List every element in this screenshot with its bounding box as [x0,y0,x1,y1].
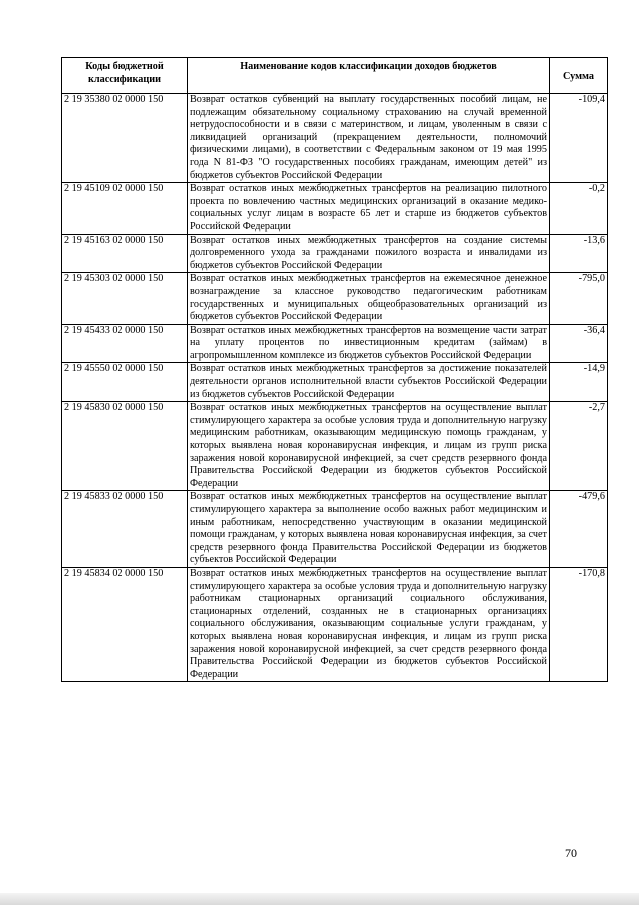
row-sum: -109,4 [550,94,608,183]
table-row [62,402,608,491]
row-name: Возврат остатков иных межбюджетных трансфертов на осуществление выплат стимулирующего характера за особые условия труда и дополнительную нагрузку медицинским работникам, оказывающим медицинскую помощь гражданам, у которых выявлена новая коронавирусная инфекция, и лицам из групп риска заражения новой коронавирусной инфекцией, за счет средств резервного фонда Правительства Российской Федерации из бюджетов субъектов Российской Федерации [188,402,550,491]
row-name: Возврат остатков иных межбюджетных трансфертов на осуществление выплат стимулирующего характера за особые условия труда и дополнительную нагрузку работникам стационарных организаций социального обслуживания, стационарных отделений, созданных не в стационарных организациях социального обслуживания, оказывающим социальные услуги гражданам, у которых выявлена новая коронавирусная инфекция, и лицам из групп риска заражения новой коронавирусной инфекцией, за счет средств резервного фонда Правительства Российской Федерации из бюджетов субъектов Российской Федерации [188,567,550,681]
table-row [62,183,608,234]
budget-classification-table [61,57,608,682]
row-sum: -0,2 [550,183,608,234]
row-name: Возврат остатков иных межбюджетных трансфертов на реализацию пилотного проекта по вовлечению частных медицинских организаций в оказание медико-социальных услуг лицам в возрасте 65 лет и старше из бюджетов субъектов Российской Федерации [188,183,550,234]
row-name: Возврат остатков иных межбюджетных трансфертов на осуществление выплат стимулирующего характера за выполнение особо важных работ медицинским и иным работникам, непосредственно участвующим в оказании медицинской помощи гражданам, у которых выявлена новая коронавирусная инфекция, за счет средств резервного фонда Правительства Российской Федерации из бюджетов субъектов Российской Федерации [188,491,550,568]
row-code: 2 19 45833 02 0000 150 [62,491,188,568]
row-sum: -795,0 [550,273,608,324]
row-name: Возврат остатков иных межбюджетных трансфертов за достижение показателей деятельности органов исполнительной власти субъектов Российской Федерации из бюджетов субъектов Российской Федерации [188,363,550,402]
row-code: 2 19 45109 02 0000 150 [62,183,188,234]
row-name: Возврат остатков субвенций на выплату государственных пособий лицам, не подлежащим обязательному социальному страхованию на случай временной нетрудоспособности и в связи с материнством, и лицам, уволенным в связи с ликвидацией организаций (прекращением деятельности, полномочий физическими лицами), в соответствии с Федеральным законом от 19 мая 1995 года N 81-ФЗ "О государственных пособиях гражданам, имеющим детей" из бюджетов субъектов Российской Федерации [188,94,550,183]
row-name: Возврат остатков иных межбюджетных трансфертов на возмещение части затрат на уплату процентов по инвестиционным кредитам (займам) в агропромышленном комплексе из бюджетов субъектов Российской Федерации [188,324,550,363]
table-row [62,273,608,324]
row-code: 2 19 45163 02 0000 150 [62,234,188,273]
row-code: 2 19 45834 02 0000 150 [62,567,188,681]
table-row [62,567,608,681]
table-row [62,363,608,402]
row-code: 2 19 35380 02 0000 150 [62,94,188,183]
row-sum: -479,6 [550,491,608,568]
row-sum: -13,6 [550,234,608,273]
row-code: 2 19 45433 02 0000 150 [62,324,188,363]
table-row [62,94,608,183]
table-row [62,234,608,273]
header-sum: Сумма [550,58,608,94]
row-sum: -2,7 [550,402,608,491]
row-code: 2 19 45550 02 0000 150 [62,363,188,402]
row-name: Возврат остатков иных межбюджетных трансфертов на ежемесячное денежное вознаграждение за классное руководство педагогическим работникам государственных и муниципальных общеобразовательных организаций из бюджетов субъектов Российской Федерации [188,273,550,324]
row-name: Возврат остатков иных межбюджетных трансфертов на создание системы долговременного ухода за гражданами пожилого возраста и инвалидами из бюджетов субъектов Российской Федерации [188,234,550,273]
row-sum: -170,8 [550,567,608,681]
header-code: Коды бюджетной классификации [62,58,188,94]
row-sum: -36,4 [550,324,608,363]
row-code: 2 19 45830 02 0000 150 [62,402,188,491]
page-number: 70 [565,846,577,860]
header-name: Наименование кодов классификации доходов бюджетов [188,58,550,94]
table-row [62,324,608,363]
row-code: 2 19 45303 02 0000 150 [62,273,188,324]
table-row [62,491,608,568]
row-sum: -14,9 [550,363,608,402]
page-bottom-edge [0,893,639,905]
table-header-row [62,58,608,94]
